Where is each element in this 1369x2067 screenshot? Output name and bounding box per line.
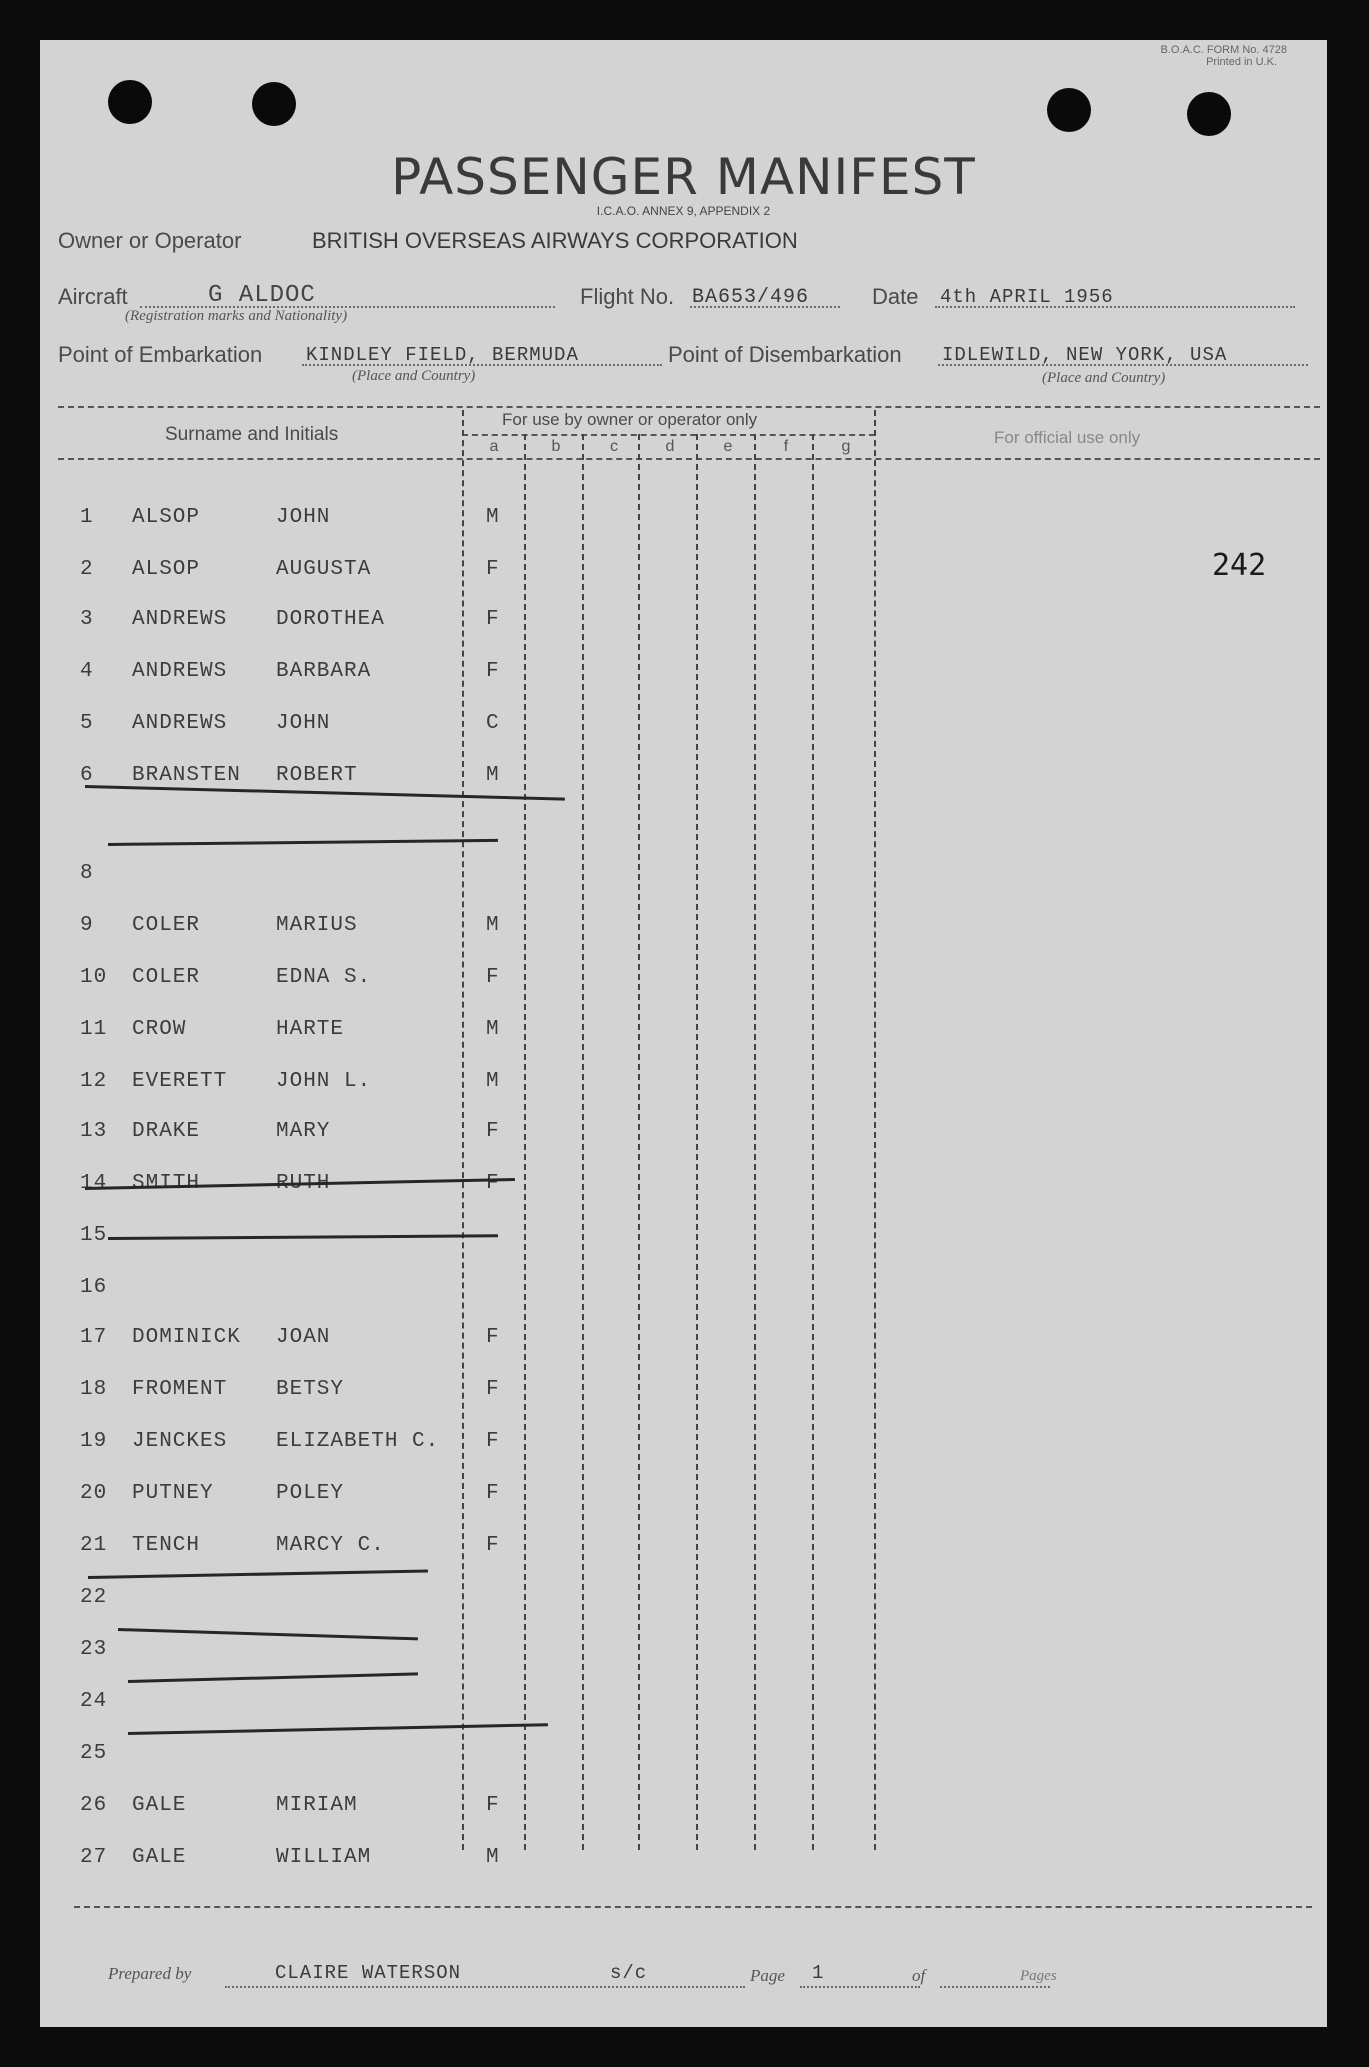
- passenger-surname: TENCH: [132, 1534, 201, 1557]
- passenger-given-name: MARY: [276, 1120, 331, 1143]
- stamp-number: 242: [1212, 548, 1267, 583]
- table-row: [40, 1276, 1327, 1310]
- official-header: For official use only: [994, 428, 1141, 447]
- row-number: 27: [80, 1846, 108, 1869]
- punch-hole-icon: [1047, 88, 1091, 132]
- column-header-g: g: [841, 438, 851, 455]
- punch-hole-icon: [1187, 92, 1231, 136]
- registration-note: (Registration marks and Nationality): [125, 308, 348, 324]
- column-header-d: d: [665, 438, 675, 455]
- passenger-given-name: ROBERT: [276, 764, 358, 787]
- passenger-surname: ANDREWS: [132, 608, 228, 631]
- table-row: [40, 1586, 1327, 1620]
- punch-hole-icon: [108, 80, 152, 124]
- page-label: Page: [750, 1966, 785, 1985]
- owner-value: BRITISH OVERSEAS AIRWAYS CORPORATION: [312, 228, 798, 253]
- table-row: [40, 558, 1327, 592]
- row-number: 1: [80, 506, 94, 529]
- passenger-category: F: [486, 1482, 500, 1505]
- passenger-given-name: POLEY: [276, 1482, 345, 1505]
- passenger-category: M: [486, 1018, 500, 1041]
- row-number: 5: [80, 712, 94, 735]
- passenger-category: F: [486, 558, 500, 581]
- prepared-label: Prepared by: [108, 1964, 192, 1983]
- table-row: [40, 1172, 1327, 1206]
- table-row: [40, 1070, 1327, 1104]
- passenger-given-name: AUGUSTA: [276, 558, 372, 581]
- row-number: 2: [80, 558, 94, 581]
- table-row: [40, 1482, 1327, 1516]
- passenger-surname: BRANSTEN: [132, 764, 241, 787]
- passenger-surname: JENCKES: [132, 1430, 228, 1453]
- owner-label: Owner or Operator: [58, 228, 242, 253]
- passenger-category: F: [486, 1534, 500, 1557]
- row-number: 19: [80, 1430, 108, 1453]
- passenger-surname: SMITH: [132, 1172, 201, 1195]
- table-row: [40, 1430, 1327, 1464]
- passenger-category: F: [486, 1120, 500, 1143]
- passenger-surname: ALSOP: [132, 506, 201, 529]
- passenger-surname: COLER: [132, 966, 201, 989]
- passenger-category: M: [486, 506, 500, 529]
- prepared-value: CLAIRE WATERSON: [275, 1962, 462, 1984]
- row-number: 21: [80, 1534, 108, 1557]
- row-number: 12: [80, 1070, 108, 1093]
- passenger-given-name: HARTE: [276, 1018, 345, 1041]
- table-row: [40, 1638, 1327, 1672]
- embark-place-note: (Place and Country): [352, 368, 476, 384]
- passenger-surname: COLER: [132, 914, 201, 937]
- passenger-category: F: [486, 1326, 500, 1349]
- page-value: 1: [812, 1962, 825, 1984]
- passenger-category: F: [486, 966, 500, 989]
- table-row: [40, 712, 1327, 746]
- row-number: 23: [80, 1638, 108, 1661]
- row-number: 13: [80, 1120, 108, 1143]
- passenger-category: F: [486, 608, 500, 631]
- row-number: 4: [80, 660, 94, 683]
- row-number: 9: [80, 914, 94, 937]
- column-header-e: e: [723, 438, 733, 455]
- passenger-category: C: [486, 712, 500, 735]
- passenger-surname: DOMINICK: [132, 1326, 241, 1349]
- passenger-surname: DRAKE: [132, 1120, 201, 1143]
- passenger-surname: CROW: [132, 1018, 187, 1041]
- passenger-category: F: [486, 1172, 500, 1195]
- passenger-category: F: [486, 660, 500, 683]
- table-row: [40, 608, 1327, 642]
- passenger-given-name: MARIUS: [276, 914, 358, 937]
- row-number: 10: [80, 966, 108, 989]
- date-label: Date: [872, 284, 919, 309]
- passenger-given-name: EDNA S.: [276, 966, 372, 989]
- passenger-surname: GALE: [132, 1846, 187, 1869]
- row-number: 24: [80, 1690, 108, 1713]
- passenger-given-name: JOHN L.: [276, 1070, 372, 1093]
- column-header-b: b: [551, 438, 561, 455]
- passenger-category: M: [486, 1846, 500, 1869]
- passenger-surname: PUTNEY: [132, 1482, 214, 1505]
- row-number: 20: [80, 1482, 108, 1505]
- passenger-surname: ANDREWS: [132, 660, 228, 683]
- passenger-given-name: RUTH: [276, 1172, 331, 1195]
- disembark-place-note: (Place and Country): [1042, 370, 1166, 386]
- passenger-given-name: BARBARA: [276, 660, 372, 683]
- passenger-category: F: [486, 1430, 500, 1453]
- passenger-given-name: BETSY: [276, 1378, 345, 1401]
- column-header-a: a: [489, 438, 499, 455]
- passenger-category: M: [486, 764, 500, 787]
- passenger-surname: EVERETT: [132, 1070, 228, 1093]
- passenger-given-name: MIRIAM: [276, 1794, 358, 1817]
- table-row: [40, 1018, 1327, 1052]
- passenger-given-name: DOROTHEA: [276, 608, 385, 631]
- printed-in: Printed in U.K.: [1206, 56, 1277, 68]
- passenger-surname: ALSOP: [132, 558, 201, 581]
- table-row: [40, 1690, 1327, 1724]
- table-row: [40, 1120, 1327, 1154]
- prepared-suffix: s/c: [610, 1962, 648, 1984]
- flight-label: Flight No.: [580, 284, 675, 309]
- row-number: 14: [80, 1172, 108, 1195]
- embark-value: KINDLEY FIELD, BERMUDA: [306, 344, 579, 366]
- aircraft-value: G ALDOC: [208, 282, 316, 309]
- aircraft-label: Aircraft: [58, 284, 128, 309]
- disembark-value: IDLEWILD, NEW YORK, USA: [942, 344, 1228, 366]
- table-row: [40, 1378, 1327, 1412]
- manifest-sheet: [40, 40, 1327, 2027]
- table-row: [40, 914, 1327, 948]
- passenger-surname: ANDREWS: [132, 712, 228, 735]
- form-code: B.O.A.C. FORM No. 4728: [1160, 44, 1287, 56]
- table-row: [40, 1846, 1327, 1880]
- surname-header: Surname and Initials: [165, 424, 339, 445]
- row-number: 3: [80, 608, 94, 631]
- page-title: PASSENGER MANIFEST: [391, 148, 976, 206]
- passenger-category: M: [486, 914, 500, 937]
- table-row: [40, 862, 1327, 896]
- passenger-surname: FROMENT: [132, 1378, 228, 1401]
- passenger-given-name: JOHN: [276, 712, 331, 735]
- pages-label: Pages: [1020, 1968, 1057, 1984]
- row-number: 22: [80, 1586, 108, 1609]
- passenger-category: F: [486, 1794, 500, 1817]
- column-header-f: f: [783, 438, 789, 455]
- table-row: [40, 1794, 1327, 1828]
- table-row: [40, 660, 1327, 694]
- embark-label: Point of Embarkation: [58, 342, 263, 367]
- row-number: 11: [80, 1018, 108, 1041]
- disembark-label: Point of Disembarkation: [668, 342, 902, 367]
- passenger-given-name: JOHN: [276, 506, 331, 529]
- passenger-category: M: [486, 1070, 500, 1093]
- row-number: 16: [80, 1276, 108, 1299]
- table-row: [40, 1326, 1327, 1360]
- row-number: 26: [80, 1794, 108, 1817]
- page-subtitle: I.C.A.O. ANNEX 9, APPENDIX 2: [596, 204, 771, 218]
- table-row: [40, 764, 1327, 798]
- passenger-surname: GALE: [132, 1794, 187, 1817]
- row-number: 6: [80, 764, 94, 787]
- row-number: 8: [80, 862, 94, 885]
- table-row: [40, 1742, 1327, 1776]
- of-label: of: [912, 1966, 926, 1985]
- operator-header: For use by owner or operator only: [502, 410, 758, 429]
- row-number: 18: [80, 1378, 108, 1401]
- table-row: [40, 1224, 1327, 1258]
- passenger-given-name: MARCY C.: [276, 1534, 385, 1557]
- flight-value: BA653/496: [692, 286, 810, 309]
- passenger-given-name: WILLIAM: [276, 1846, 372, 1869]
- passenger-given-name: ELIZABETH C.: [276, 1430, 440, 1453]
- punch-hole-icon: [252, 82, 296, 126]
- table-row: [40, 1534, 1327, 1568]
- table-row: [40, 506, 1327, 540]
- passenger-given-name: JOAN: [276, 1326, 331, 1349]
- row-number: 25: [80, 1742, 108, 1765]
- table-row: [40, 966, 1327, 1000]
- row-number: 15: [80, 1224, 108, 1247]
- column-header-c: c: [610, 438, 618, 455]
- row-number: 17: [80, 1326, 108, 1349]
- date-value: 4th APRIL 1956: [940, 286, 1114, 308]
- passenger-category: F: [486, 1378, 500, 1401]
